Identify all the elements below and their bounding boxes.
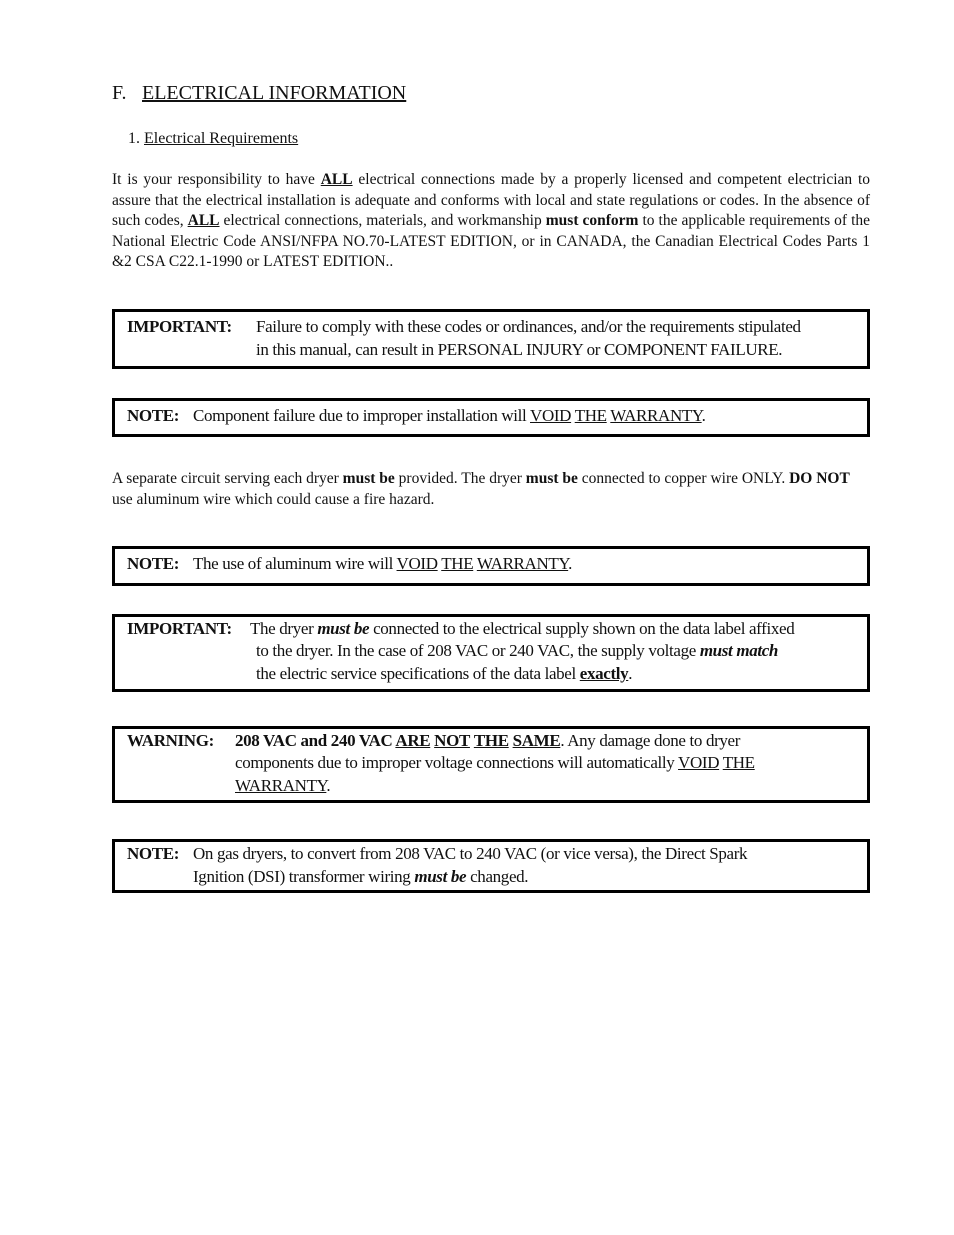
text-span: changed. [466, 867, 529, 886]
important-text-line [256, 640, 778, 663]
warning-label: WARNING: [127, 731, 214, 750]
note-text-line [193, 866, 528, 889]
text-span: electrical connections, materials, and workmanship [219, 212, 546, 230]
text-span: The use of aluminum wire will [193, 554, 397, 573]
warranty-word: WARRANTY [476, 554, 569, 573]
circuit-paragraph [112, 469, 870, 510]
emphasis-do-not: DO NOT [789, 470, 850, 487]
emphasis-the: THE [473, 731, 509, 750]
emphasis-voltages: 208 VAC and 240 VAC [235, 731, 396, 750]
text-span: . [568, 554, 573, 573]
important-text-line [250, 618, 794, 641]
text-span: use aluminum wire which could cause a fire hazard. [112, 490, 435, 508]
note-text-line: On gas dryers, to convert from 208 VAC to 240 VAC (or vice versa), the Direct Spark [193, 844, 748, 863]
text-span: connected to copper wire ONLY. [577, 470, 790, 487]
section-title: ELECTRICAL INFORMATION [142, 82, 407, 104]
void-word: VOID [396, 554, 438, 573]
important-text-line: in this manual, can result in PERSONAL INJURY or COMPONENT FAILURE. [256, 340, 783, 359]
text-span: provided. The dryer [394, 470, 526, 487]
warranty-word: WARRANTY [235, 776, 327, 795]
text-span: components due to improper voltage connections will automatically [235, 753, 679, 772]
the-word: THE [574, 406, 607, 425]
void-word: VOID [530, 406, 572, 425]
warning-text-line [235, 775, 330, 798]
important-box-supply [112, 614, 870, 692]
warning-text-line [235, 752, 755, 775]
note-box-aluminum [112, 546, 870, 586]
text-span: A separate circuit serving each dryer [112, 470, 343, 487]
section-heading [112, 82, 406, 105]
responsibility-paragraph [112, 170, 870, 273]
text-span: connected to the electrical supply shown on the data label affixed [369, 619, 795, 638]
text-span: Component failure due to improper installation will [193, 406, 531, 425]
subsection-title: Electrical Requirements [144, 130, 299, 147]
emphasis-not: NOT [434, 731, 470, 750]
note-text [193, 405, 706, 428]
warranty-word: WARRANTY [610, 406, 702, 425]
the-word: THE [722, 753, 755, 772]
warning-box-voltage [112, 726, 870, 803]
text-span: to the dryer. In the case of 208 VAC or 240 VAC, the supply voltage [256, 641, 700, 660]
important-text-line: Failure to comply with these codes or ordinances, and/or the requirements stipulated [256, 317, 801, 336]
text-span: electrical connections made by a properly licensed and competent electrician to assure that the electrical installation is adequate and conforms with local and state regulations or codes. In the absence of such codes, [112, 171, 871, 230]
emphasis-all: ALL [187, 212, 220, 230]
note-label: NOTE: [127, 844, 180, 863]
subsection-number: 1. [128, 130, 140, 147]
emphasis-must-be: must be [525, 470, 578, 487]
note-label: NOTE: [127, 554, 180, 573]
text-span: the electric service specifications of the data label [256, 664, 580, 683]
emphasis-exactly: exactly [579, 664, 629, 683]
important-text-line [256, 663, 632, 686]
the-word: THE [441, 554, 474, 573]
text-span: . [701, 406, 706, 425]
note-box-dsi [112, 839, 870, 893]
text-span: to the applicable requirements of the National Electric Code ANSI/NFPA NO.70-LATEST EDITION, or in CANADA, the Canadian Electrical Codes Parts 1 &2 CSA C22.1-1990 or LATEST EDITION.. [112, 212, 871, 271]
emphasis-must-conform: must conform [545, 212, 639, 230]
emphasis-must-be: must be [342, 470, 395, 487]
text-span: The dryer [250, 619, 318, 638]
important-box-codes [112, 309, 870, 369]
section-letter: F. [112, 82, 127, 104]
important-label: IMPORTANT: [127, 317, 232, 336]
text-span: It is your responsibility to have [112, 171, 321, 188]
note-label: NOTE: [127, 406, 180, 425]
important-label: IMPORTANT: [127, 619, 232, 638]
text-span: Ignition (DSI) transformer wiring [193, 867, 415, 886]
warning-text-line [235, 730, 740, 753]
text-span: . [628, 664, 633, 683]
emphasis-are: ARE [395, 731, 431, 750]
emphasis-must-be: must be [414, 867, 467, 886]
emphasis-must-match: must match [699, 641, 779, 660]
subsection-heading [128, 130, 298, 148]
text-span: . [326, 776, 331, 795]
void-word: VOID [678, 753, 720, 772]
emphasis-must-be: must be [317, 619, 370, 638]
emphasis-all: ALL [320, 171, 353, 188]
note-text [193, 553, 572, 576]
note-box-installation [112, 398, 870, 437]
text-span: . Any damage done to dryer [560, 731, 741, 750]
emphasis-same: SAME [512, 731, 561, 750]
